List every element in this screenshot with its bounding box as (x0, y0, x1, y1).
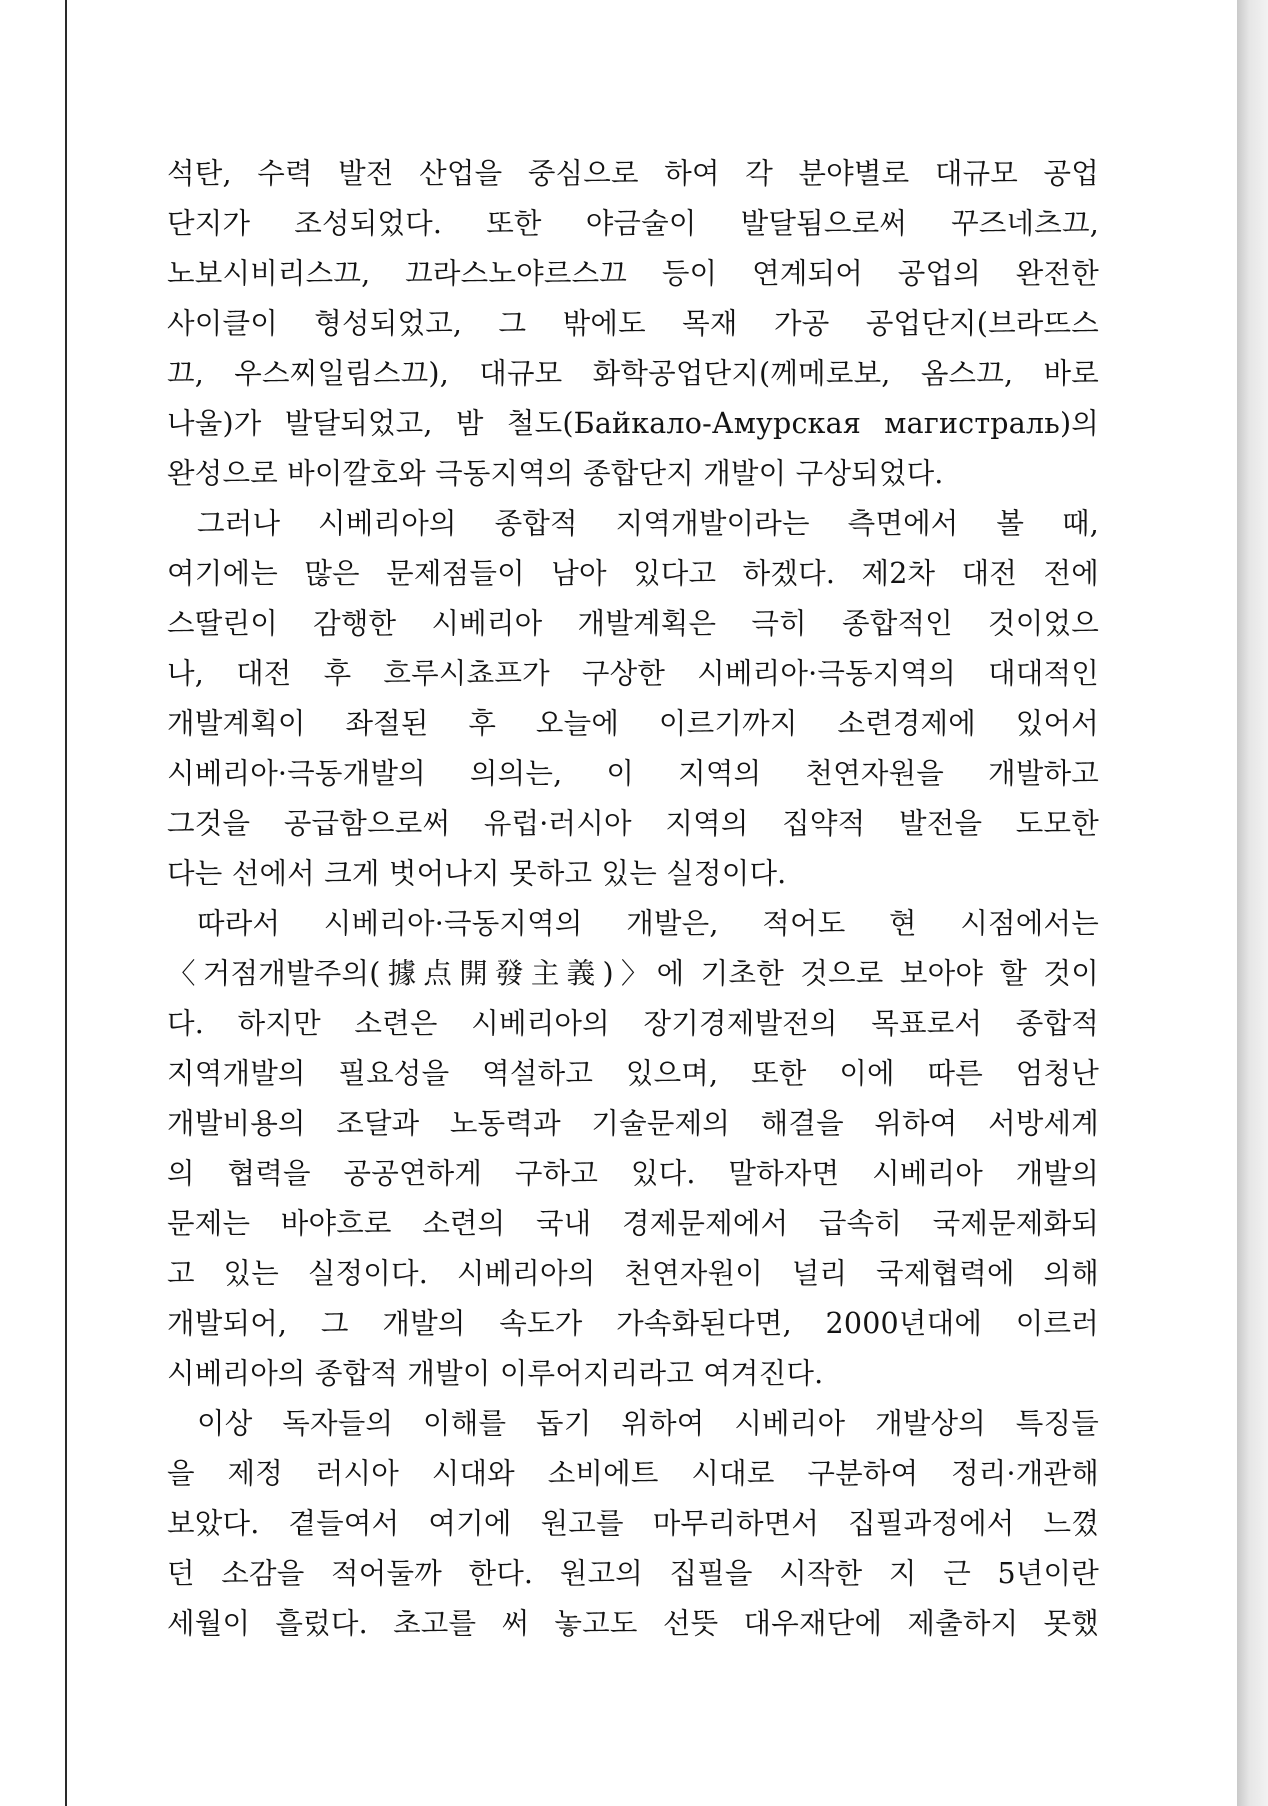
text-line: 그것을 공급함으로써 유럽·러시아 지역의 집약적 발전을 도모한 (167, 807, 1099, 840)
text-line: 문제는 바야흐로 소련의 국내 경제문제에서 급속히 국제문제화되 (167, 1207, 1099, 1240)
text-line: 이상 독자들의 이해를 돕기 위하여 시베리아 개발상의 특징들 (197, 1407, 1099, 1440)
text-line: 시베리아·극동개발의 의의는, 이 지역의 천연자원을 개발하고 (167, 757, 1099, 790)
text-line: 세월이 흘렀다. 초고를 써 놓고도 선뜻 대우재단에 제출하지 못했 (167, 1607, 1099, 1640)
text-line: 다. 하지만 소련은 시베리아의 장기경제발전의 목표로서 종합적 (167, 1007, 1099, 1040)
page-edge-shadow (1237, 0, 1268, 1806)
text-line: 그러나 시베리아의 종합적 지역개발이라는 측면에서 볼 때, (197, 507, 1099, 540)
text-line: 을 제정 러시아 시대와 소비에트 시대로 구분하여 정리·개관해 (167, 1457, 1099, 1490)
text-line: 사이클이 형성되었고, 그 밖에도 목재 가공 공업단지(브라뜨스 (167, 307, 1099, 340)
text-line: 고 있는 실정이다. 시베리아의 천연자원이 널리 국제협력에 의해 (167, 1257, 1099, 1290)
text-line: 지역개발의 필요성을 역설하고 있으며, 또한 이에 따른 엄청난 (167, 1057, 1099, 1090)
paragraph (167, 899, 1099, 1399)
text-line: 석탄, 수력 발전 산업을 중심으로 하여 각 분야별로 대규모 공업 (167, 157, 1099, 190)
text-line: 완성으로 바이깔호와 극동지역의 종합단지 개발이 구상되었다. (167, 457, 944, 490)
text-line: 단지가 조성되었다. 또한 야금술이 발달됨으로써 꾸즈네츠끄, (167, 207, 1099, 240)
text-line: 다는 선에서 크게 벗어나지 못하고 있는 실정이다. (167, 857, 787, 890)
text-line: 나, 대전 후 흐루시쵸프가 구상한 시베리아·극동지역의 대대적인 (167, 657, 1099, 690)
text-line: 시베리아의 종합적 개발이 이루어지리라고 여겨진다. (167, 1357, 824, 1390)
text-line: 따라서 시베리아·극동지역의 개발은, 적어도 현 시점에서는 (197, 907, 1099, 940)
paragraph (167, 149, 1099, 499)
paragraph (167, 1399, 1099, 1649)
text-line: 개발계획이 좌절된 후 오늘에 이르기까지 소련경제에 있어서 (167, 707, 1099, 740)
text-line: 나울)가 발달되었고, 밤 철도(Байкало-Амурская магистраль)의 (167, 407, 1099, 440)
text-line: 스딸린이 감행한 시베리아 개발계획은 극히 종합적인 것이었으 (167, 607, 1099, 640)
text-line: 던 소감을 적어둘까 한다. 원고의 집필을 시작한 지 근 5년이란 (167, 1557, 1099, 1590)
text-line: 끄, 우스찌일림스끄), 대규모 화학공업단지(께메로보, 옴스끄, 바로 (167, 357, 1099, 390)
text-line: 〈거점개발주의(據点開發主義)〉에 기초한 것으로 보아야 할 것이 (167, 957, 1099, 990)
text-line: 노보시비리스끄, 끄라스노야르스끄 등이 연계되어 공업의 완전한 (167, 257, 1099, 290)
body-text (167, 149, 1099, 1649)
paragraph (167, 499, 1099, 899)
text-line: 보았다. 곁들여서 여기에 원고를 마무리하면서 집필과정에서 느꼈 (167, 1507, 1099, 1540)
text-line: 의 협력을 공공연하게 구하고 있다. 말하자면 시베리아 개발의 (167, 1157, 1099, 1190)
text-line: 개발되어, 그 개발의 속도가 가속화된다면, 2000년대에 이르러 (167, 1307, 1099, 1340)
text-line: 개발비용의 조달과 노동력과 기술문제의 해결을 위하여 서방세계 (167, 1107, 1099, 1140)
text-line: 여기에는 많은 문제점들이 남아 있다고 하겠다. 제2차 대전 전에 (167, 557, 1099, 590)
